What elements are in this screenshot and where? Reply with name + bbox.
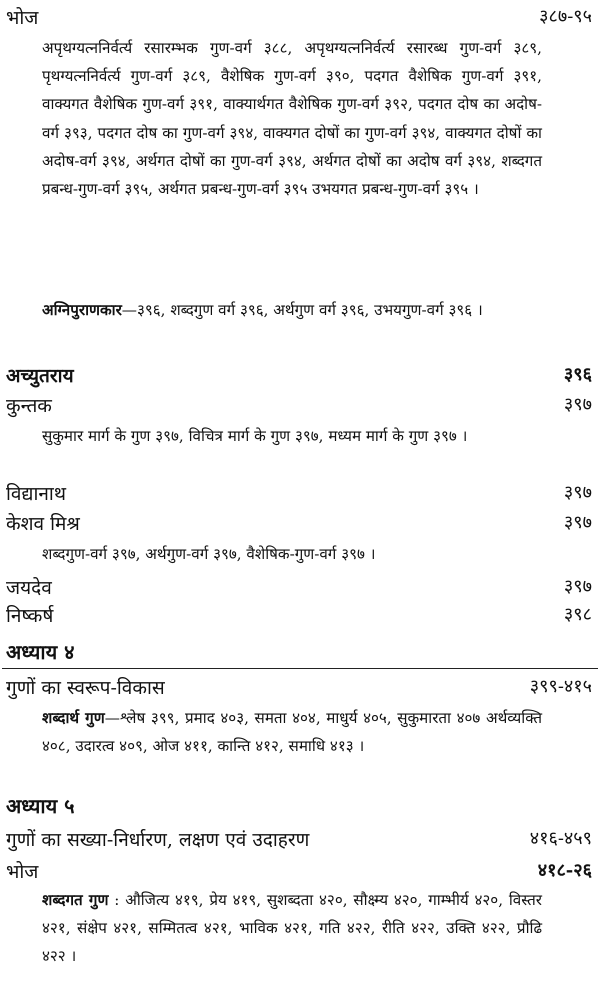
entry-title: निष्कर्ष [6,605,54,627]
entry-title: भोज [6,861,39,883]
entry-description: सुकुमार मार्ग के गुण ३९७, विचित्र मार्ग के गुण ३९७, मध्यम मार्ग के गुण ३९७ । [42,427,468,445]
entry-page: ३९७ [563,576,592,597]
entry-page: ३९७ [563,394,592,415]
chapter-description-lead: शब्दार्थ गुण [42,709,105,727]
entry-page: ३९८ [563,604,592,625]
entry-title: कुन्तक [6,395,52,417]
entry-title: अच्युतराय [6,365,74,387]
sub-entry-lead: अग्निपुराणकार [42,301,122,319]
chapter-description-rest: —श्लेष ३९९, प्रमाद ४०३, समता ४०४, माधुर्य ४०५, सुकुमारता ४०७ अर्थव्यक्ति ४०८, उदारत्व ४०९, ओज ४११, कान्ति ४१२, समाधि ४१३ । [42,709,543,756]
sub-entry-rest: —३९६, शब्दगुण वर्ग ३९६, अर्थगुण वर्ग ३९६, उभयगुण-वर्ग ३९६ । [121,301,483,319]
chapter-description-lead: शब्दगत गुण [42,891,109,909]
chapter-heading: अध्याय ४ [6,640,75,664]
chapter-description-rest: : औजित्य ४१९, प्रेय ४१९, सुशब्दता ४२०, सौक्ष्म्य ४२०, गाम्भीर्य ४२०, विस्तर ४२१, संक्षेप ४२१, सम्मितत्व ४२१, भाविक ४२१, गति ४२२, रीति ४२२, उक्ति ४२२, प्रौढि ४२२ । [42,891,542,966]
chapter-heading: अध्याय ५ [6,794,75,818]
entry-title: विद्यानाथ [6,483,66,505]
chapter-title: गुणों का स्वरूप-विकास [6,677,165,699]
entry-title: जयदेव [6,577,52,599]
entry-description: अपृथग्यत्ननिर्वर्त्य रसारम्भक गुण-वर्ग ३८८, अपृथग्यत्ननिर्वर्त्य रसारब्ध गुण-वर्ग ३८९, पृथग्यत्ननिर्वर्त्य गुण-वर्ग ३८९, वैशेषिक गुण-वर्ग ३९०, पदगत वैशेषिक गुण-वर्ग ३९१, वाक्यगत वैशेषिक गुण-वर्ग ३९१, वाक्यार्थगत वैशेषिक गुण-वर्ग ३९२, पदगत दोष का अदोष-वर्ग ३९३, पदगत दोष का गुण-वर्ग ३९४, वाक्यगत दोषों का गुण-वर्ग ३९४, वाक्यगत दोषों का अदोष-वर्ग ३९४, अर्थगत दोषों का गुण-वर्ग ३९४, अर्थगत दोषों का अदोष वर्ग ३९४, शब्दगत प्रबन्ध-गुण-वर्ग ३९५, अर्थगत प्रबन्ध-गुण-वर्ग ३९५ उभयगत प्रबन्ध-गुण-वर्ग ३९५ । [42,39,542,199]
entry-title: भोज [6,7,39,29]
entry-page: ३९७ [563,512,592,533]
entry-page: ३८७-९५ [539,6,592,27]
entry-title: केशव मिश्र [6,513,80,535]
divider [2,668,598,669]
entry-page: ४१८-२६ [537,860,592,881]
chapter-description [42,886,542,971]
entry-description: शब्दगुण-वर्ग ३९७, अर्थगुण-वर्ग ३९७, वैशेषिक-गुण-वर्ग ३९७ । [42,545,376,563]
chapter-page: ३९९-४१५ [529,676,592,697]
chapter-title: गुणों का सख्या-निर्धारण, लक्षण एवं उदाहरण [6,829,310,851]
entry-page: ३९६ [563,364,592,385]
chapter-page: ४१६-४५९ [529,828,592,849]
chapter-description [42,704,542,760]
entry-page: ३९७ [563,482,592,503]
sub-entry [42,296,542,324]
